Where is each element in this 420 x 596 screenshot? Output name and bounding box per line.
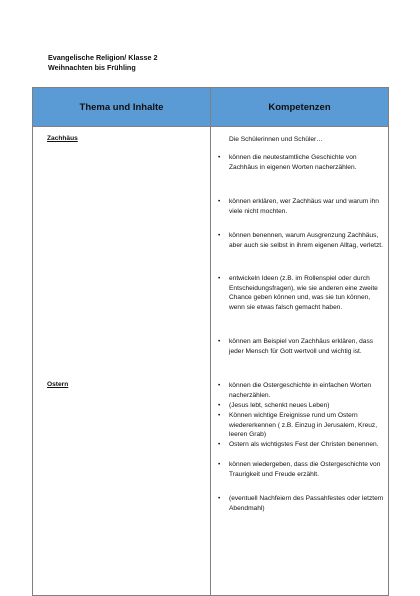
competencies-intro: Die Schülerinnen und Schüler…: [229, 136, 323, 143]
list-item: • können erklären, wer Zachhäus war und warum ihn viele nicht mochten.: [218, 198, 379, 215]
list-item: • (eventuell Nachfeiern des Passahfestes oder letztem Abendmahl): [218, 495, 384, 512]
column-header-topics: Thema und Inhalte: [33, 88, 211, 127]
bullet-icon: •: [218, 402, 221, 409]
column-header-competencies: Kompetenzen: [211, 88, 389, 127]
document-header: [48, 53, 157, 73]
bullet-icon: •: [218, 275, 221, 282]
bullet-icon: •: [218, 412, 221, 419]
list-item: • können wiedergeben, dass die Ostergeschichte von Traurigkeit und Freude erzählt.: [218, 461, 381, 478]
list-item: • können die neutestamtliche Geschichte von Zachhäus in eigenen Worten nacherzählen.: [218, 154, 357, 171]
table-header-row: [33, 88, 389, 127]
topic-zachhaeus: Zachhäus: [47, 135, 78, 142]
list-item: • können am Beispiel von Zachhäus erklären, dass jeder Mensch für Gott wertvoll und wichtig ist.: [218, 338, 374, 355]
bullet-icon: •: [218, 154, 221, 161]
list-item: • Ostern als wichtigstes Fest der Christen benennen.: [218, 441, 379, 448]
bullet-icon: •: [218, 382, 221, 389]
bullet-icon: •: [218, 198, 221, 205]
list-item: • können benennen, warum Ausgrenzung Zachhäus, aber auch sie selbst in ihrem eigenen Alltag, verletzt.: [218, 232, 383, 249]
list-item: • können die Ostergeschichte in einfachen Worten nacherzählen.: [218, 382, 372, 399]
bullet-icon: •: [218, 461, 221, 468]
bullet-icon: •: [218, 495, 221, 502]
header-subject-class: Evangelische Religion/ Klasse 2: [48, 53, 158, 62]
list-item: • entwickeln Ideen (z.B. im Rollenspiel oder durch Entscheidungsfragen), wie sie anderen eine zweite Chance geben können und, was sie tun können, wenn sie etwas falsch gemacht haben.: [218, 275, 378, 311]
competencies-cell: [211, 127, 389, 596]
header-period: Weihnachten bis Frühling: [48, 63, 136, 72]
topic-ostern: Ostern: [47, 381, 69, 388]
bullet-icon: •: [218, 232, 221, 239]
curriculum-table: [32, 87, 389, 596]
list-item: • Können wichtige Ereignisse rund um Ostern wiedererkennen ( z.B. Einzug in Jerusalem, Kreuz, leeren Grab): [218, 412, 378, 439]
bullet-icon: •: [218, 338, 221, 345]
bullet-icon: •: [218, 441, 221, 448]
table-row: [33, 127, 389, 596]
list-item: • (Jesus lebt, schenkt neues Leben): [218, 402, 330, 409]
topics-cell: [33, 127, 211, 596]
